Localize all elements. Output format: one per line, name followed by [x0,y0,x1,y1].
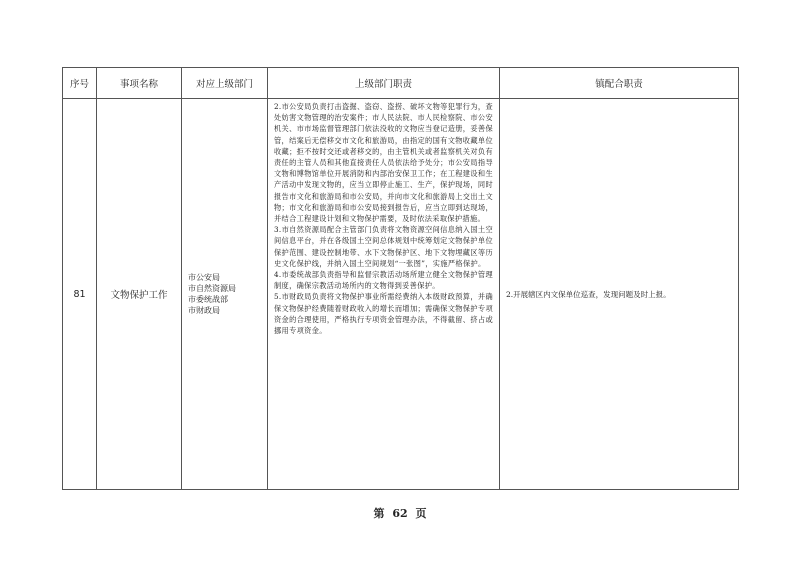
department-name: 市委统战部 [188,295,228,304]
page-number: 62 [392,507,408,520]
header-item-name: 事项名称 [97,68,182,99]
page-footer [0,505,800,521]
department-name: 市公安局 [188,273,220,282]
header-department: 对应上级部门 [182,68,268,99]
table-row [63,99,739,490]
department-name: 市自然资源局 [188,284,236,293]
table-header-row [63,68,739,99]
row-departments [182,99,268,490]
duty-paragraph: 4.市委统战部负责指导和监督宗教活动场所建立健全文物保护管理制度，确保宗教活动场所内的文物得到妥善保护。 [274,270,493,291]
row-superior-duties [268,99,500,490]
header-town-duties: 镇配合职责 [500,68,739,99]
duty-paragraph: 2.市公安局负责打击盗掘、盗窃、盗捞、破坏文物等犯罪行为，查处妨害文物管理的治安案件；市人民法院、市人民检察院、市公安机关、市市场监督管理部门依法没收的文物应当登记造册，妥善保管，结案后无偿移交市文化和旅游局，由指定的国有文物收藏单位收藏；拒不按时交还或者移交的，由主管机关或者监察机关对负有责任的主管人员和其他直接责任人员依法给予处分；市公安局指导文物和博物馆单位开展消防和内部治安保卫工作；在工程建设和生产活动中发现文物的，应当立即停止施工、生产，保护现场，同时报告市文化和旅游局和市公安局，并向市文化和旅游局上交出土文物；市文化和旅游局和市公安局接到报告后，应当立即到达现场，并结合工程建设计划和文物保护需要，及时依法采取保护措施。 [274,102,493,224]
header-index: 序号 [63,68,97,99]
header-superior-duties: 上级部门职责 [268,68,500,99]
page-prefix: 第 [373,507,385,520]
row-town-duty: 2.开展辖区内文保单位巡查，发现问题及时上报。 [500,99,739,490]
duty-paragraph: 5.市财政局负责将文物保护事业所需经费纳入本级财政预算，并确保文物保护经费随着财政收入的增长而增加；需确保文物保护专项资金的合理使用，严格执行专项资金管理办法，不得截留、挤占或挪用专项资金。 [274,292,493,336]
page-suffix: 页 [415,507,427,520]
row-index: 81 [63,99,97,490]
duty-paragraph: 3.市自然资源局配合主管部门负责将文物资源空间信息纳入国土空间信息平台，并在各级国土空间总体规划中统筹划定文物保护单位保护范围、建设控制地带、水下文物保护区、地下文物埋藏区等历史文化保护线，并纳入国土空间规划“一张图”，实施严格保护。 [274,225,493,268]
responsibility-table [62,67,739,490]
row-item-name: 文物保护工作 [97,99,182,490]
department-name: 市财政局 [188,306,220,315]
